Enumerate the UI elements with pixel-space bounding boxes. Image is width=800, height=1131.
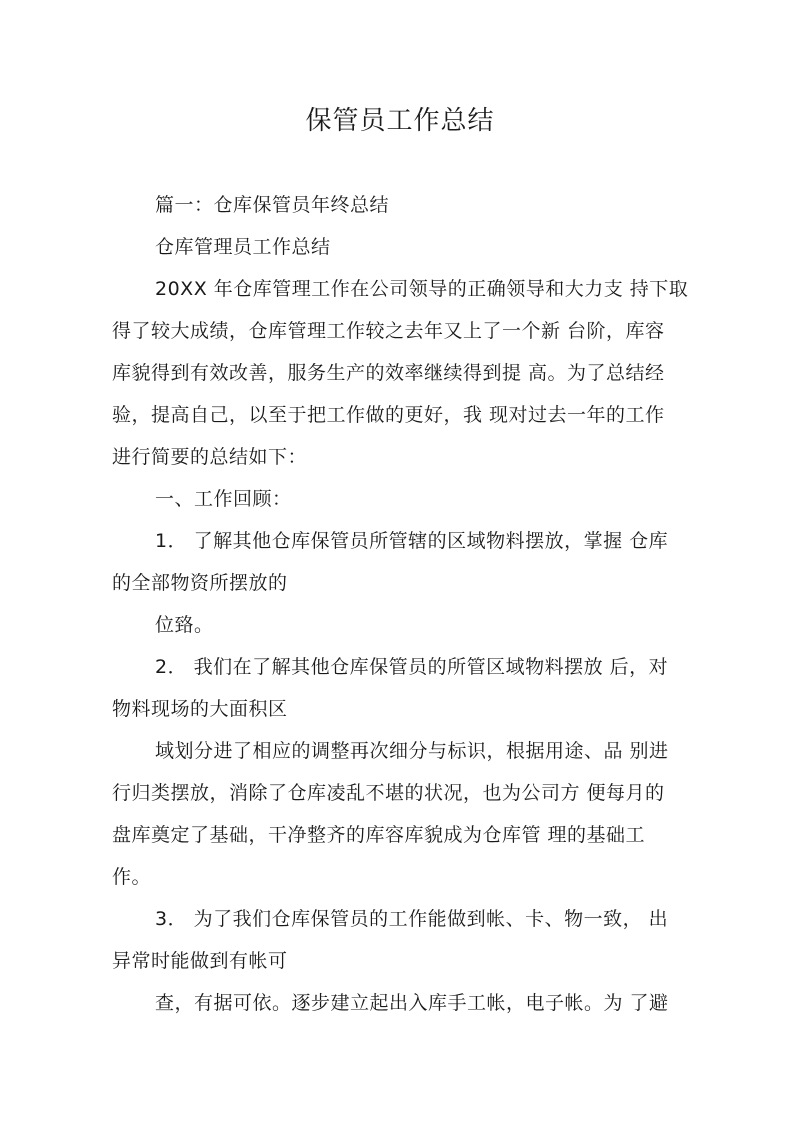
paragraph-line: 作。 bbox=[112, 866, 152, 888]
paragraph-line: 篇一：仓库保管员年终总结 bbox=[155, 194, 390, 216]
paragraph-line: 得了较大成绩，仓库管理工作较之去年又上了一个新 台阶，库容 bbox=[112, 320, 665, 342]
paragraph-line: 1． 了解其他仓库保管员所管辖的区域物料摆放，掌握 仓库 bbox=[155, 530, 669, 552]
paragraph-line: 仓库管理员工作总结 bbox=[155, 236, 331, 258]
paragraph-line: 20XX 年仓库管理工作在公司领导的正确领导和大力支 持下取 bbox=[155, 278, 689, 300]
paragraph-line: 3． 为了我们仓库保管员的工作能做到帐、卡、物一致， 出 bbox=[155, 908, 669, 930]
paragraph-line: 位臵。 bbox=[155, 614, 214, 636]
document-title: 保管员工作总结 bbox=[305, 106, 495, 136]
paragraph-line: 异常时能做到有帐可 bbox=[112, 950, 288, 972]
paragraph-line: 物料现场的大面积区 bbox=[112, 698, 288, 720]
paragraph-line: 的全部物资所摆放的 bbox=[112, 572, 288, 594]
paragraph-line: 库貌得到有效改善，服务生产的效率继续得到提 高。为了总结经 bbox=[112, 362, 665, 384]
paragraph-line: 2． 我们在了解其他仓库保管员的所管区域物料摆放 后，对 bbox=[155, 656, 669, 678]
paragraph-line: 验，提高自己，以至于把工作做的更好，我 现对过去一年的工作 bbox=[112, 404, 665, 426]
section-heading: 一、工作回顾： bbox=[155, 488, 292, 510]
paragraph-line: 域划分进了相应的调整再次细分与标识，根据用途、品 别进 bbox=[155, 740, 669, 762]
paragraph-line: 行归类摆放，消除了仓库凌乱不堪的状况，也为公司方 便每月的 bbox=[112, 782, 665, 804]
paragraph-line: 进行简要的总结如下： bbox=[112, 446, 308, 468]
paragraph-line: 查，有据可依。逐步建立起出入库手工帐，电子帐。为 了避 bbox=[155, 992, 669, 1014]
paragraph-line: 盘库奠定了基础，干净整齐的库容库貌成为仓库管 理的基础工 bbox=[112, 824, 646, 846]
